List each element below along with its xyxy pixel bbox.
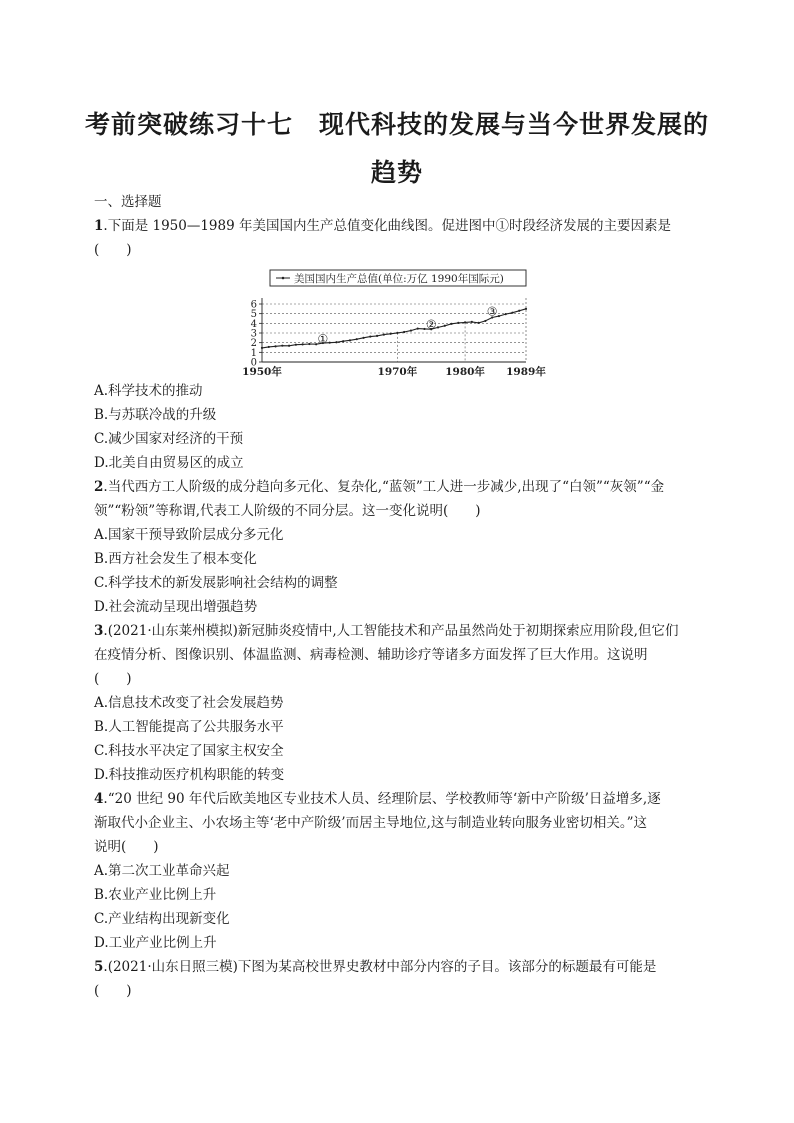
- legend-label: 美国国内生产总值(单位:万亿 1990年国际元): [294, 273, 504, 285]
- gdp-data-point: [396, 332, 398, 334]
- y-tick-label: 5: [250, 309, 257, 321]
- question-number: 2: [94, 479, 104, 495]
- gdp-data-point: [410, 329, 412, 331]
- question-stem-text: .(2021·山东莱州模拟)新冠肺炎疫情中,人工智能技术和产品虽然尚处于初期探索应用阶段,但它们: [103, 623, 679, 639]
- answer-option: D.北美自由贸易区的成立: [94, 455, 244, 471]
- gdp-data-point: [417, 328, 419, 330]
- answer-option: C.科学技术的新发展影响社会结构的调整: [94, 575, 338, 591]
- gdp-data-point: [295, 344, 297, 346]
- gdp-data-point: [478, 322, 480, 324]
- gdp-data-point: [437, 326, 439, 328]
- gdp-data-point: [450, 323, 452, 325]
- question-stem: [94, 790, 661, 808]
- gdp-data-point: [281, 345, 283, 347]
- gdp-data-point: [329, 342, 331, 344]
- gdp-data-point: [308, 343, 310, 345]
- question-number: 1: [94, 218, 104, 234]
- y-tick-label: 4: [250, 318, 257, 330]
- answer-option: B.人工智能提高了公共服务水平: [94, 719, 284, 735]
- answer-option: B.农业产业比例上升: [94, 887, 217, 903]
- question-stem: 领”“粉领”等称谓,代表工人阶级的不同分层。这一变化说明( ): [94, 503, 481, 519]
- legend-marker: [282, 277, 285, 280]
- answer-option: B.与苏联冷战的升级: [94, 407, 217, 423]
- gdp-data-point: [288, 345, 290, 347]
- gdp-data-point: [342, 340, 344, 342]
- question-stem: 在疫情分析、图像识别、体温监测、病毒检测、辅助诊疗等诸多方面发挥了巨大作用。这说明: [94, 647, 648, 663]
- y-tick-label: 2: [250, 338, 257, 350]
- y-tick-label: 3: [250, 328, 257, 340]
- gdp-data-point: [511, 312, 513, 314]
- gdp-data-point: [444, 325, 446, 327]
- gdp-data-point: [518, 310, 520, 312]
- question-stem: [94, 478, 664, 496]
- period-marker: ②: [425, 317, 437, 332]
- gdp-data-point: [403, 331, 405, 333]
- gdp-data-point: [457, 322, 459, 324]
- period-marker: ①: [317, 331, 329, 346]
- gdp-data-point: [390, 333, 392, 335]
- question-stem: ( ): [94, 983, 132, 999]
- period-marker: ③: [486, 304, 498, 319]
- x-tick-label: 1980年: [445, 366, 485, 378]
- answer-option: D.社会流动呈现出增强趋势: [94, 599, 258, 615]
- answer-option: D.工业产业比例上升: [94, 935, 217, 951]
- x-tick-label: 1989年: [506, 366, 546, 378]
- section-heading: 一、选择题: [94, 194, 162, 210]
- question-stem: [94, 217, 671, 235]
- gdp-data-point: [484, 320, 486, 322]
- gdp-line-chart: [242, 268, 548, 378]
- answer-option: C.产业结构出现新变化: [94, 911, 230, 927]
- x-tick-label: 1950年: [242, 366, 282, 378]
- answer-option: C.减少国家对经济的干预: [94, 431, 244, 447]
- question-stem-text: .(2021·山东日照三模)下图为某高校世界史教材中部分内容的子目。该部分的标题最有可能是: [103, 959, 657, 975]
- gdp-data-point: [383, 334, 385, 336]
- page-title-line1: 考前突破练习十七 现代科技的发展与当今世界发展的: [84, 110, 709, 139]
- gdp-data-point: [505, 313, 507, 315]
- answer-option: A.科学技术的推动: [94, 383, 203, 399]
- gdp-data-point: [362, 337, 364, 339]
- answer-option: D.科技推动医疗机构职能的转变: [94, 767, 285, 783]
- gdp-data-point: [268, 346, 270, 348]
- gdp-data-point: [498, 315, 500, 317]
- answer-option: B.西方社会发生了根本变化: [94, 551, 257, 567]
- gdp-data-point: [302, 343, 304, 345]
- question-stem: [94, 958, 656, 976]
- question-stem: [94, 622, 678, 640]
- question-stem-text: .下面是 1950—1989 年美国国内生产总值变化曲线图。促进图中①时段经济发展的主要因素是: [103, 218, 671, 234]
- y-tick-label: 1: [250, 347, 257, 359]
- answer-option: A.第二次工业革命兴起: [94, 863, 230, 879]
- x-tick-label: 1970年: [377, 366, 418, 378]
- gdp-data-point: [369, 335, 371, 337]
- question-stem: 说明( ): [94, 839, 159, 855]
- question-number: 4: [94, 791, 104, 807]
- answer-option: A.信息技术改变了社会发展趋势: [94, 695, 284, 711]
- question-stem: ( ): [94, 242, 132, 258]
- question-stem-text: .“20 世纪 90 年代后欧美地区专业技术人员、经理阶层、学校教师等‘新中产阶级’日益增多,逐: [103, 791, 661, 807]
- question-stem-text: .当代西方工人阶级的成分趋向多元化、复杂化,“蓝领”工人进一步减少,出现了“白领”“灰领”“金: [103, 479, 665, 495]
- answer-option: C.科技水平决定了国家主权安全: [94, 743, 284, 759]
- answer-option: A.国家干预导致阶层成分多元化: [94, 527, 284, 543]
- gdp-data-point: [376, 335, 378, 337]
- gdp-data-point: [471, 321, 473, 323]
- gdp-data-point: [274, 345, 276, 347]
- question-stem: ( ): [94, 671, 132, 687]
- question-stem: 渐取代小企业主、小农场主等‘老中产阶级’而居主导地位,这与制造业转向服务业密切相关。”这: [94, 815, 648, 831]
- gdp-data-point: [356, 338, 358, 340]
- question-number: 5: [94, 959, 104, 975]
- question-number: 3: [94, 623, 104, 639]
- gdp-data-point: [261, 347, 263, 349]
- gdp-data-point: [464, 321, 466, 323]
- gdp-data-point: [525, 308, 527, 310]
- y-tick-label: 0: [250, 357, 257, 369]
- page-title-line2: 趋势: [370, 158, 423, 187]
- y-tick-label: 6: [250, 299, 257, 311]
- gdp-data-point: [349, 339, 351, 341]
- gdp-data-point: [335, 341, 337, 343]
